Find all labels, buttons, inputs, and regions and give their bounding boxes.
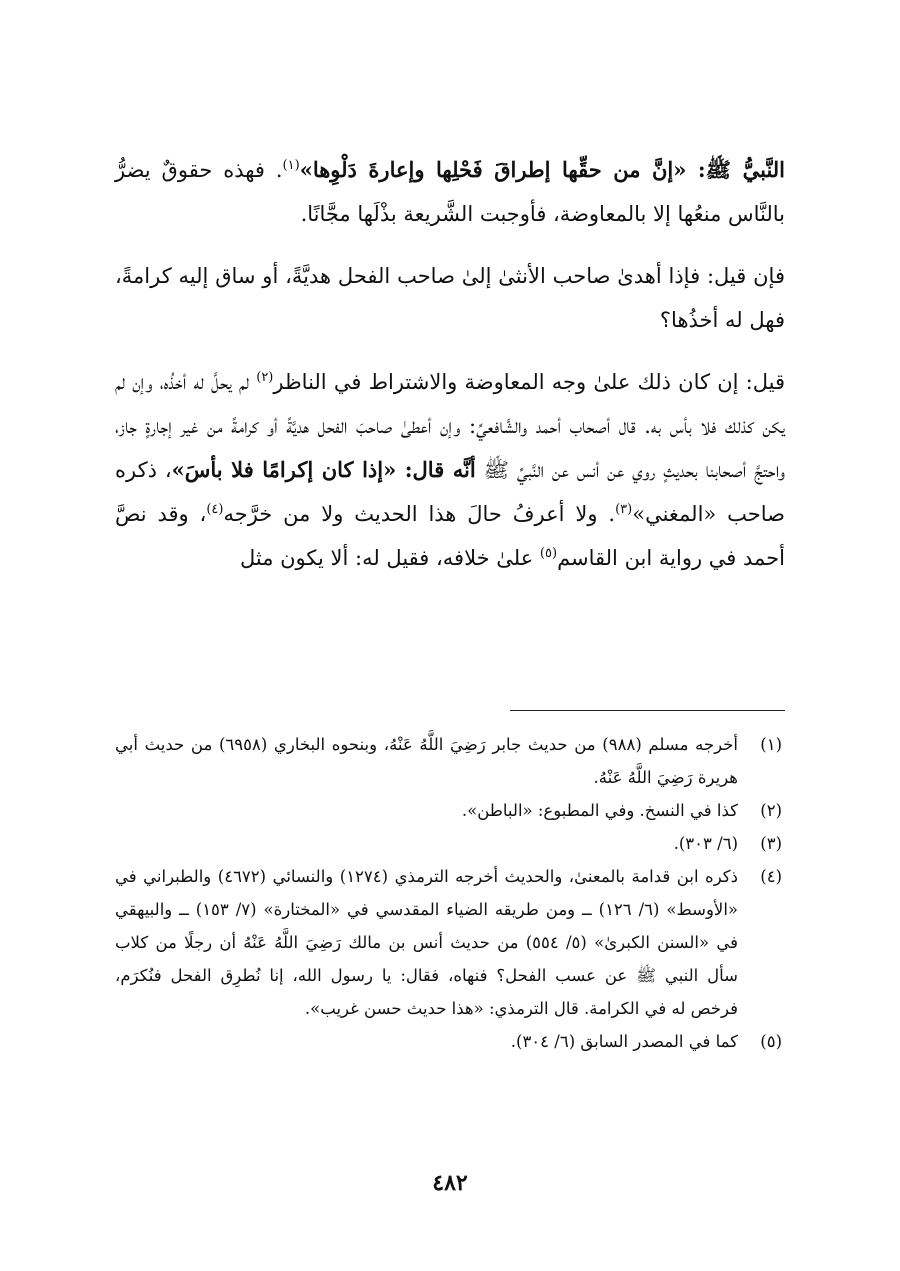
p3-b: لم يحلَّ له أخذُه، وإن لم يكن كذلك فلا بأس به. قال أصحاب أحمد والشَّافعيِّ: وإن أعطىٰ صاحبَ الفحل هديَّةً أو كرامةً من غير إجارةٍ جاز، واحتجَّ أصحابنا بحديثٍ روي عن أنس عن النَّبيِّ ﷺ <box>115 370 785 482</box>
footnote-number: (٤) <box>760 867 782 886</box>
p3-d: . ولا أعرفُ حالَ هذا الحديث ولا من خرَّجه <box>223 502 616 526</box>
footnote-ref-3: (٣) <box>615 502 633 517</box>
p3-a: قيل: إن كان ذلك علىٰ وجه المعاوضة والاشتراط في الناظر <box>273 370 785 394</box>
footnote-number: (٣) <box>760 834 782 853</box>
p1-hadith-quote: «إنَّ من حقِّها إطراقَ فَحْلِها وإعارةَ دَلْوِها» <box>299 157 687 182</box>
footnote-number: (١) <box>760 735 782 754</box>
footnote-text: كما في المصدر السابق (٦/ ٣٠٤). <box>510 1032 738 1051</box>
p1-rest: . فهذه حقوقٌ يضرُّ بالنَّاس منعُها إلا بالمعاوضة، فأوجبت الشَّريعة بذْلَها مجَّانًا. <box>115 158 785 226</box>
footnote-text: ذكره ابن قدامة بالمعنىٰ، والحديث أخرجه الترمذي (١٢٧٤) والنسائي (٤٦٧٢) والطبراني في «الأوسط» (٦/ ١٢٦) ــ ومن طريقه الضياء المقدسي في «المختارة» (٧/ ١٥٣) ــ والبيهقي في «السنن الكبرىٰ» (٥/ ٥٥٤) من حديث أنس بن مالك رَضِيَ اللَّهُ عَنْهُ أن رجلًا من كلاب سأل النبي ﷺ عن عسب الفحل؟ فنهاه، فقال: يا رسول الله، إنا نُطرِق الفحل فنُكرَم، فرخص له في الكرامة. قال الترمذي: «هذا حديث حسن غريب». <box>115 867 739 1018</box>
p1-intro: النَّبيُّ ﷺ: <box>686 157 786 182</box>
p3-e: ، وقد نصَّ أحمد في رواية ابن القاسم <box>115 502 785 570</box>
footnote-number: (٥) <box>760 1032 782 1051</box>
footnote-ref-4: (٤) <box>206 502 224 517</box>
footnote-text: كذا في النسخ. وفي المطبوع: «الباطن». <box>461 801 738 820</box>
footnote-5 <box>115 1025 782 1058</box>
footnote-1 <box>115 728 782 794</box>
paragraph-1 <box>115 148 785 236</box>
paragraph-2: فإن قيل: فإذا أهدىٰ صاحب الأنثىٰ إلىٰ صاحب الفحل هديَّةً، أو ساق إليه كرامةً، فهل له أخذُها؟ <box>115 264 785 332</box>
footnote-ref-2: (٢) <box>256 370 274 385</box>
footnote-ref-5: (٥) <box>539 546 558 561</box>
footnote-ref-1: (١) <box>282 158 300 173</box>
footnote-3 <box>115 827 782 860</box>
footnotes <box>115 728 782 1058</box>
footnote-text: أخرجه مسلم (٩٨٨) من حديث جابر رَضِيَ اللَّهُ عَنْهُ، وبنحوه البخاري (٦٩٥٨) من حديث أبي هريرة رَضِيَ اللَّهُ عَنْهُ. <box>115 735 739 787</box>
footnote-text: (٦/ ٣٠٣). <box>673 834 738 853</box>
p3-f: علىٰ خلافه، فقيل له: ألا يكون مثل <box>239 546 540 570</box>
footnote-number: (٢) <box>760 801 782 820</box>
main-text <box>115 148 785 580</box>
footnote-2 <box>115 794 782 827</box>
p3-hadith-quote: أنَّه قال: «إذا كان إكرامًا فلا بأسَ» <box>171 457 476 482</box>
paragraph-3 <box>115 360 785 580</box>
footnote-4 <box>115 860 782 1025</box>
page-number: ٤٨٢ <box>432 1170 468 1196</box>
footnote-separator <box>510 710 785 711</box>
p3-c: ، ذكره صاحب «المغني» <box>115 458 785 526</box>
